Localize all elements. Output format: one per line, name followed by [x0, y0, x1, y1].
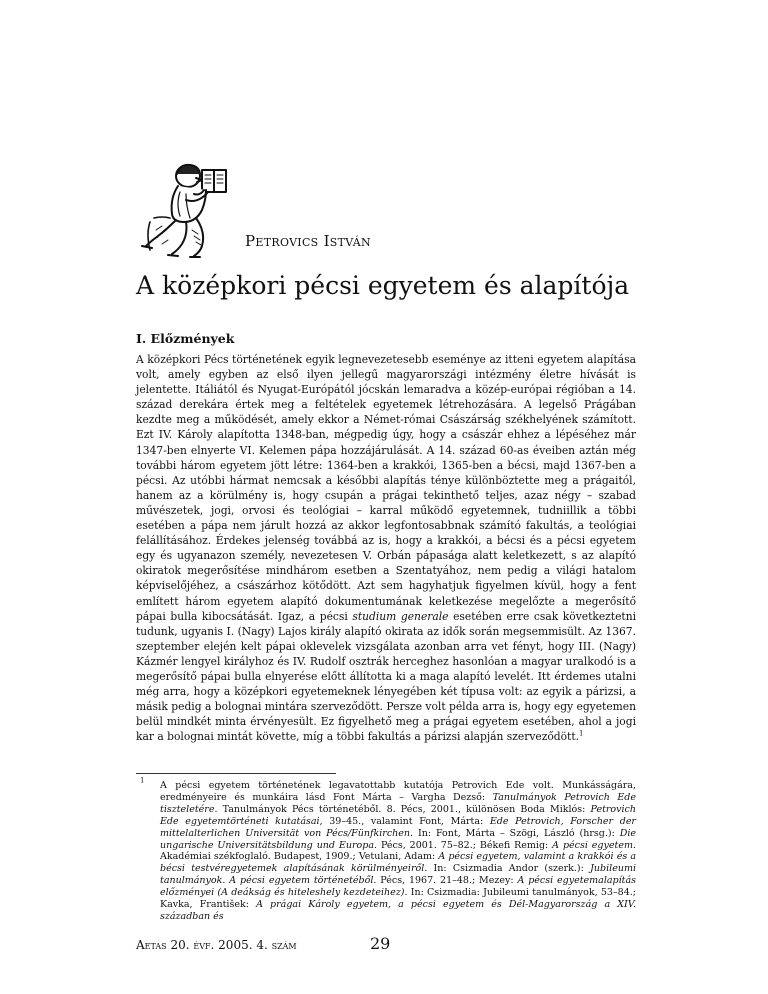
footnote-reference[interactable]: 1 [579, 729, 584, 738]
page-number: 29 [370, 934, 391, 953]
reader-figure-logo [136, 160, 232, 260]
journal-footer: Aetas 20. évf. 2005. 4. szám [136, 938, 297, 952]
footnote-divider [136, 773, 336, 774]
body-text-part: esetében erre csak következtetni tudunk, ugyanis I. (Nagy) Lajos király alapító okirata az idők során megsemmisült. Az 1367. szeptember elején kelt pápai oklevelek vizsgálata azonban arra vet fényt, hogy III. (Nagy) Kázmér lengyel királyhoz és IV. Rudolf osztrák herceghez hasonlóan a magyar uralkodó is a megerősítő pápai bulla elnyerése előtt állította ki a maga alapító levelét. Itt érdemes utalni még arra, hogy a középkori egyetemeknek lényegében két típusa volt: az egyik a párizsi, a másik pedig a bolognai mintára szerveződött. Persze volt példa arra is, hogy egy egyetemen belül mindkét minta érvényesült. Ez figyelhető meg a prágai egyetem esetében, ahol a jogi kar a bolognai mintát követte, míg a többi fakultás a párizsi alapján szerveződött. [136, 609, 637, 744]
footnote-text: A pécsi egyetem történetének legavatottabb kutatója Petrovich Ede volt. Munkásságára, eredményeire és munkáira lásd Font Márta – Vargha Dezső: Tanulmányok Petrovich Ede tiszteletére. Tanulmányok Pécs történetéből. 8. Pécs, 2001., különösen Boda Miklós: Petrovich Ede egyetemtörténeti kutatásai, 39–45., valamint Font, Márta: Ede Petrovich, Forscher der mittelalterlichen Universität von Pécs/Fünfkirchen. In: Font, Márta – Szögi, László (hrsg.): Die ungarische Universitätsbildung und Europa. Pécs, 2001. 75–82.; Békefi Remig: A pécsi egyetem. Akadémiai székfoglaló. Budapest, 1909.; Vetulani, Adam: A pécsi egyetem, valamint a krakkói és a bécsi testvéregyetemek alapításának körülményeiről. In: Csizmadia Andor (szerk.): Jubileumi tanulmányok. A pécsi egyetem történetéből. Pécs, 1967. 21–48.; Mezey: A pécsi egyetemalapítás előzményei (A deákság és hiteleshely kezdeteihez). In: Csizmadia: Jubileumi tanulmányok, 53–84.; Kavka, František: A prágai Károly egyetem, a pécsi egyetem és Dél-Magyarország a XIV. században és [160, 780, 637, 922]
body-paragraph [136, 352, 636, 744]
body-text-part: A középkori Pécs történetének egyik legnevezetesebb eseménye az itteni egyetem alapítása volt, amely egyben az első ilyen jellegű magyarországi intézmény életre hívását is jelentette. Itáliától és Nyugat-Európától jócskán lemaradva a közép-európai régióban a 14. század derekára értek meg a feltételek egyetemek létrehozására. A legelső Prágában kezdte meg a működését, amely ekkor a Német-római Császárság székhelyének számított. Ezt IV. Károly alapította 1348-ban, mégpedig úgy, hogy a császár ehhez a lépéséhez már 1347-ben elnyerte VI. Kelemen pápa hozzájárulását. A 14. század 60-as éveiben aztán még további három egyetem jött létre: 1364-ben a krakkói, 1365-ben a bécsi, majd 1367-ben a pécsi. Az utóbbi hármat nemcsak a későbbi alapítás ténye különböztette meg a prágaitól, hanem az a körülmény is, hogy csupán a prágai tekinthető teljes, azaz négy – szabad művészetek, jogi, orvosi és teológiai – karral működő egyetemnek, tudniillik a többi esetében a pápa nem járult hozzá az akkor legfontosabbnak számító fakultás, a teológiai felállításához. Érdekes jelenség továbbá az is, hogy a krakkói, a bécsi és a pécsi egyetem egy és ugyanazon személy, nevezetesen V. Orbán pápasága alatt keletkezett, s az alapító okiratok megerősítése mindhárom esetben a Szentatyához, nem pedig a világi hatalom képviselőjéhez, a császárhoz kötődött. Azt sem hagyhatjuk figyelmen kívül, hogy a fent említett három egyetem alapító dokumentumának keletkezése megelőzte a megerősítő pápai bulla kibocsátását. Igaz, a pécsi [136, 353, 636, 623]
body-text-italic: studium generale [352, 609, 449, 623]
section-heading: I. Előzmények [136, 331, 235, 346]
article-title: A középkori pécsi egyetem és alapítója [136, 271, 630, 300]
author-name: Petrovics István [245, 232, 371, 250]
footnote-number: 1 [140, 776, 145, 785]
